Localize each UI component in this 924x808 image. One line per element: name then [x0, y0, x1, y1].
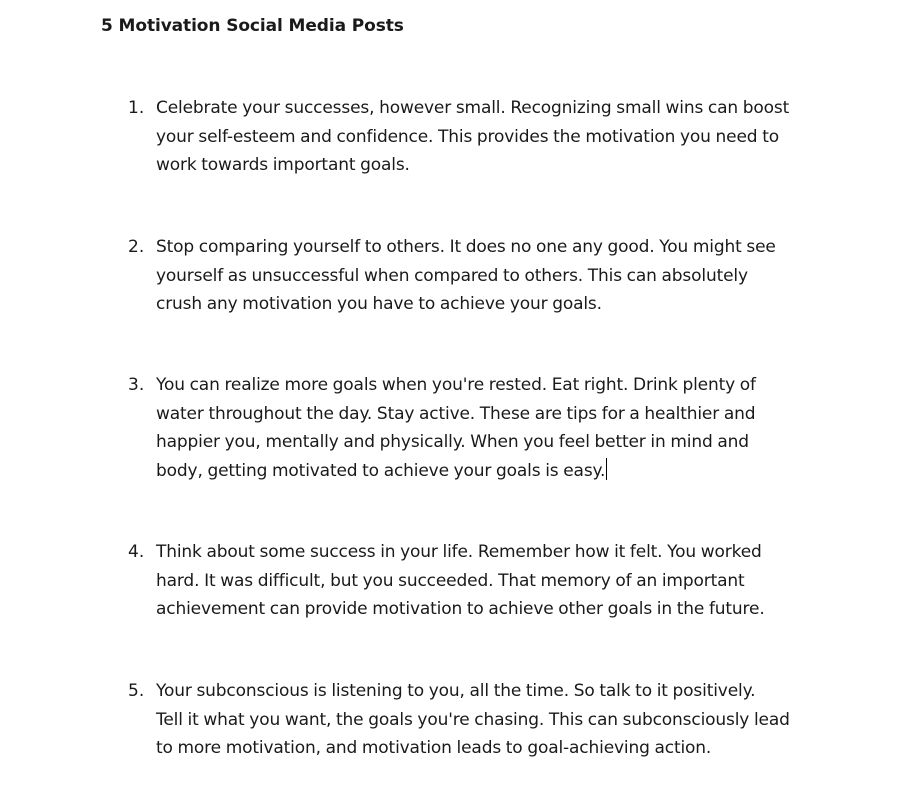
list-item-text[interactable]: [156, 94, 828, 180]
text-cursor: [606, 458, 607, 480]
list-item-number: 3.: [128, 375, 145, 395]
text-line: happier you, mentally and physically. When you feel better in mind and: [156, 432, 749, 452]
text-line: yourself as unsuccessful when compared to others. This can absolutely: [156, 265, 748, 286]
list-item-text[interactable]: [156, 677, 828, 763]
text-line: hard. It was difficult, but you succeeded. That memory of an important: [156, 570, 745, 591]
text-line: Celebrate your successes, however small. Recognizing small wins can boost: [156, 98, 790, 118]
list-item-number: 4.: [128, 542, 145, 562]
list-item-number: 2.: [128, 237, 145, 257]
text-line: crush any motivation you have to achieve your goals.: [156, 294, 602, 314]
text-line: body, getting motivated to achieve your goals is easy.: [156, 460, 606, 481]
text-line: Think about some success in your life. Remember how it felt. You worked: [156, 542, 762, 562]
text-line: achievement can provide motivation to achieve other goals in the future.: [156, 599, 765, 619]
text-line: your self-esteem and confidence. This provides the motivation you need to: [156, 126, 779, 147]
document-title: 5 Motivation Social Media Posts: [101, 16, 404, 36]
text-line: work towards important goals.: [156, 155, 410, 175]
list-item-text[interactable]: [156, 233, 828, 319]
text-line: Stop comparing yourself to others. It does no one any good. You might see: [156, 237, 776, 257]
text-line: You can realize more goals when you're rested. Eat right. Drink plenty of: [156, 375, 756, 395]
list-item-number: 5.: [128, 681, 145, 701]
text-line: water throughout the day. Stay active. These are tips for a healthier and: [156, 403, 756, 424]
text-line-with-caret: [156, 457, 828, 486]
text-line: to more motivation, and motivation leads to goal-achieving action.: [156, 738, 712, 758]
list-item-text[interactable]: [156, 538, 828, 624]
text-line: Tell it what you want, the goals you're chasing. This can subconsciously lead: [156, 709, 790, 730]
list-item-number: 1.: [128, 98, 145, 118]
list-item-text[interactable]: [156, 371, 828, 485]
text-line: Your subconscious is listening to you, all the time. So talk to it positively.: [156, 681, 756, 701]
